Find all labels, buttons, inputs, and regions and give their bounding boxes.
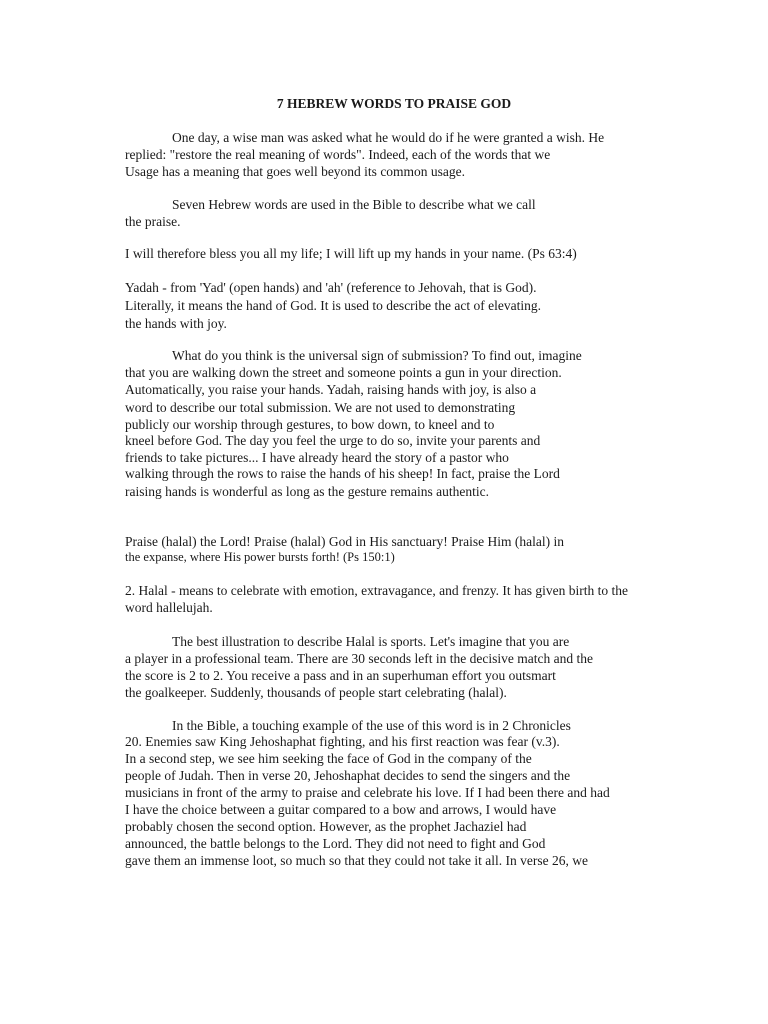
paragraph-line: I have the choice between a guitar compared to a bow and arrows, I would have bbox=[125, 802, 557, 817]
paragraph-line: friends to take pictures... I have already heard the story of a pastor who bbox=[125, 450, 509, 465]
paragraph-line: announced, the battle belongs to the Lord. They did not need to fight and God bbox=[125, 836, 546, 851]
paragraph-line: a player in a professional team. There are 30 seconds left in the decisive match and the bbox=[125, 651, 593, 666]
paragraph-line: In the Bible, a touching example of the use of this word is in 2 Chronicles bbox=[172, 718, 571, 733]
paragraph-line: that you are walking down the street and someone points a gun in your direction. bbox=[125, 365, 562, 380]
paragraph-line: raising hands is wonderful as long as the gesture remains authentic. bbox=[125, 484, 490, 499]
paragraph-line: Yadah - from 'Yad' (open hands) and 'ah' (reference to Jehovah, that is God). bbox=[125, 280, 537, 295]
paragraph-line: Seven Hebrew words are used in the Bible to describe what we call bbox=[172, 197, 536, 212]
paragraph-line: Automatically, you raise your hands. Yadah, raising hands with joy, is also a bbox=[125, 382, 537, 397]
paragraph-line: the goalkeeper. Suddenly, thousands of people start celebrating (halal). bbox=[125, 685, 507, 700]
paragraph-line: 2. Halal - means to celebrate with emotion, extravagance, and frenzy. It has given birth to the bbox=[125, 583, 628, 598]
paragraph-line: Literally, it means the hand of God. It is used to describe the act of elevating. bbox=[125, 298, 541, 313]
paragraph-line: the hands with joy. bbox=[125, 316, 227, 331]
paragraph-line: word hallelujah. bbox=[125, 600, 213, 615]
paragraph-line: Usage has a meaning that goes well beyond its common usage. bbox=[125, 164, 466, 179]
paragraph-line: One day, a wise man was asked what he would do if he were granted a wish. He bbox=[172, 130, 605, 145]
paragraph-line: In a second step, we see him seeking the face of God in the company of the bbox=[125, 751, 532, 766]
document-title: 7 HEBREW WORDS TO PRAISE GOD bbox=[276, 96, 512, 111]
paragraph-line: walking through the rows to raise the hands of his sheep! In fact, praise the Lord bbox=[125, 466, 560, 481]
paragraph-line: people of Judah. Then in verse 20, Jehoshaphat decides to send the singers and the bbox=[125, 768, 571, 783]
quote-line: Praise (halal) the Lord! Praise (halal) God in His sanctuary! Praise Him (halal) in bbox=[125, 534, 564, 549]
paragraph-line: What do you think is the universal sign of submission? To find out, imagine bbox=[172, 348, 582, 363]
paragraph-line: word to describe our total submission. We are not used to demonstrating bbox=[125, 400, 516, 415]
quote-line: the expanse, where His power bursts forth! (Ps 150:1) bbox=[125, 550, 395, 564]
paragraph-line: publicly our worship through gestures, to bow down, to kneel and to bbox=[125, 417, 495, 432]
paragraph-line: musicians in front of the army to praise and celebrate his love. If I had been there and had bbox=[125, 785, 610, 800]
paragraph-line: probably chosen the second option. However, as the prophet Jachaziel had bbox=[125, 819, 527, 834]
paragraph-line: gave them an immense loot, so much so that they could not take it all. In verse 26, we bbox=[125, 853, 589, 868]
quote-line: I will therefore bless you all my life; I will lift up my hands in your name. (Ps 63:4) bbox=[125, 246, 577, 261]
paragraph-line: The best illustration to describe Halal is sports. Let's imagine that you are bbox=[172, 634, 570, 649]
paragraph-line: 20. Enemies saw King Jehoshaphat fighting, and his first reaction was fear (v.3). bbox=[125, 734, 560, 749]
paragraph-line: replied: "restore the real meaning of words". Indeed, each of the words that we bbox=[125, 147, 551, 162]
paragraph-line: kneel before God. The day you feel the urge to do so, invite your parents and bbox=[125, 433, 541, 448]
paragraph-line: the praise. bbox=[125, 214, 181, 229]
paragraph-line: the score is 2 to 2. You receive a pass and in an superhuman effort you outsmart bbox=[125, 668, 556, 683]
